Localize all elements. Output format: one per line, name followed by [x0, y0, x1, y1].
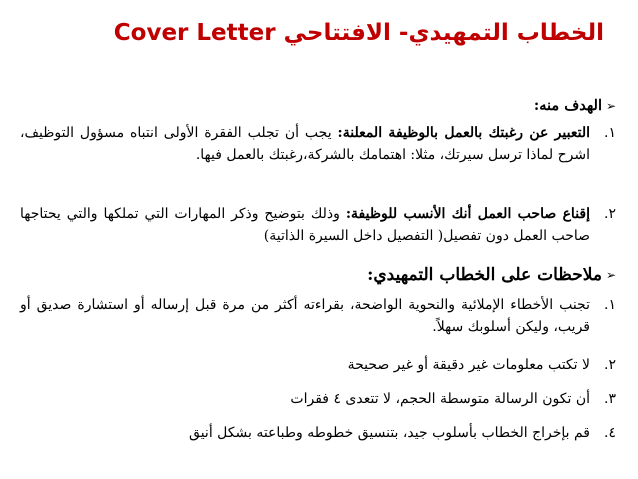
- item-number: ٣.: [604, 391, 616, 407]
- item-text: [20, 122, 590, 166]
- item-text: [20, 203, 590, 247]
- item-text: تجنب الأخطاء الإملائية والنحوية الواضحة، بقراءته أكثر من مرة قبل إرساله أو استشارة صديق أو قريب، وليكن أسلوبك سهلاً.: [20, 297, 590, 335]
- section2-item-1: [20, 294, 616, 338]
- item-text: لا تكتب معلومات غير دقيقة أو غير صحيحة: [347, 357, 590, 373]
- title-english: Cover Letter: [113, 20, 276, 46]
- item-number: ١.: [604, 125, 616, 141]
- item-body: يجب أن تجلب الفقرة الأولى انتباه مسؤول التوظيف، اشرح لماذا ترسل سيرتك، مثلا: اهتمامك بالشركة،رغبتك بالعمل فيها.: [20, 125, 590, 163]
- section2-item-4: [20, 422, 616, 444]
- slide-title: [20, 14, 604, 52]
- section1-item-1: [20, 122, 616, 166]
- section1-heading-row: [20, 96, 616, 116]
- arrow-bullet-icon: ➢: [605, 268, 616, 282]
- item-number: ٢.: [604, 357, 616, 373]
- item-text: أن تكون الرسالة متوسطة الحجم، لا تتعدى ٤ فقرات: [290, 391, 590, 407]
- arrow-bullet-icon: ➢: [605, 99, 616, 113]
- section2-item-3: [20, 388, 616, 410]
- section1-heading: الهدف منه:: [533, 97, 602, 114]
- item-bold: إقناع صاحب العمل أنك الأنسب للوظيفة:: [345, 206, 590, 222]
- item-bold: التعبير عن رغبتك بالعمل بالوظيفة المعلنة:: [337, 125, 590, 141]
- section2-heading: ملاحظات على الخطاب التمهيدي:: [367, 265, 602, 285]
- item-number: ٢.: [604, 206, 616, 222]
- item-body: وذلك بتوضيح وذكر المهارات التي تملكها والتي يحتاجها صاحب العمل دون تفصيل( التفصيل داخل السيرة الذاتية): [20, 206, 590, 244]
- item-number: ١.: [604, 297, 616, 313]
- item-number: ٤.: [604, 425, 616, 441]
- section1-item-2: [20, 203, 616, 247]
- section2-heading-row: [20, 262, 616, 288]
- title-arabic: الخطاب التمهيدي- الافتتاحي: [283, 20, 604, 46]
- item-text: قم بإخراج الخطاب بأسلوب جيد، بتنسيق خطوطه وطباعته بشكل أنيق: [189, 425, 590, 441]
- section2-item-2: [20, 354, 616, 376]
